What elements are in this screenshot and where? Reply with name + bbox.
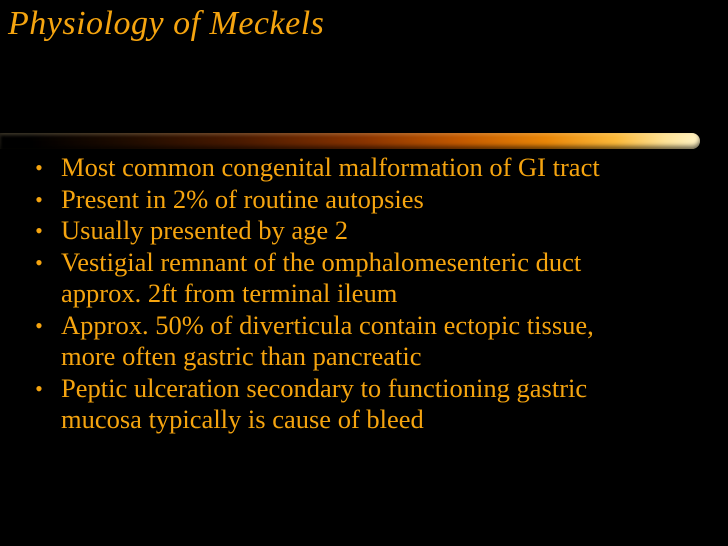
bullet-icon: •	[35, 186, 43, 212]
bullet-text: Vestigial remnant of the omphalomesenteric duct	[61, 246, 582, 277]
bullet-icon: •	[35, 249, 43, 275]
bullet-icon: •	[35, 218, 43, 243]
bullet-icon: •	[35, 155, 43, 180]
bullet-item	[28, 152, 728, 184]
bullet-item	[28, 215, 728, 247]
bullet-text: Peptic ulceration secondary to functioning gastric	[61, 372, 588, 403]
bullet-item	[28, 184, 728, 216]
bullet-icon: •	[35, 375, 43, 401]
bullet-icon: •	[35, 312, 43, 338]
bullet-text-continuation: mucosa typically is cause of bleed	[61, 404, 424, 434]
bullet-text-continuation: more often gastric than pancreatic	[61, 341, 422, 371]
bullet-text: Approx. 50% of diverticula contain ectopic tissue,	[61, 309, 594, 340]
bullet-item	[28, 310, 728, 373]
bullet-text: Most common congenital malformation of GI tract	[61, 152, 600, 182]
title-divider-bar	[0, 133, 700, 149]
bullet-text: Present in 2% of routine autopsies	[61, 183, 424, 214]
bullet-item	[28, 247, 728, 310]
slide-title: Physiology of Meckels	[8, 5, 325, 42]
bullet-item	[28, 373, 728, 436]
bullet-text-continuation: approx. 2ft from terminal ileum	[61, 278, 398, 308]
bullet-list	[28, 152, 728, 436]
bullet-text: Usually presented by age 2	[61, 215, 348, 245]
